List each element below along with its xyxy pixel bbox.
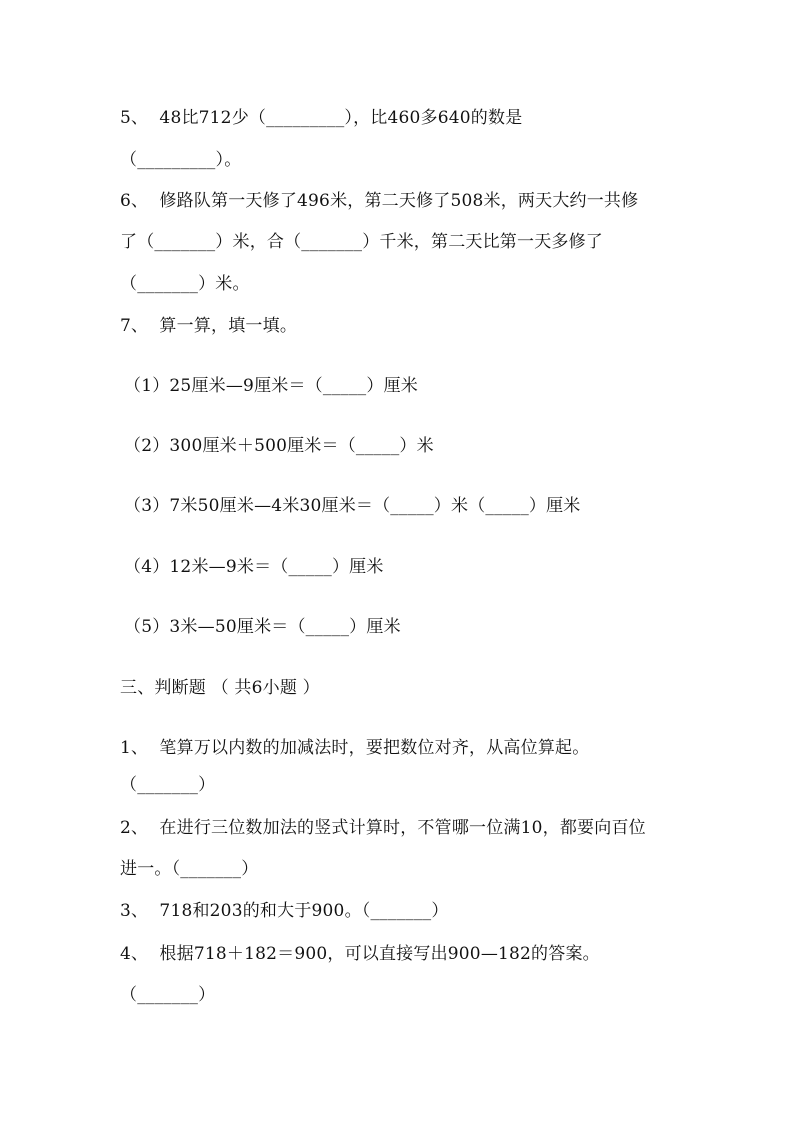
question-6-line-3: （_______）米。 [120, 274, 250, 294]
question-7-item-3: （3）7米50厘米—4米30厘米＝（_____）米（_____）厘米 [124, 496, 581, 516]
question-7-item-1: （1）25厘米—9厘米＝（_____）厘米 [124, 376, 418, 396]
section-3-heading: 三、判断题 （ 共6小题 ） [120, 678, 320, 698]
question-7-item-2: （2）300厘米＋500厘米＝（_____）米 [124, 436, 434, 456]
judge-1-line-1: 1、 笔算万以内数的加减法时，要把数位对齐，从高位算起。 [120, 738, 590, 758]
judge-4-line-1: 4、 根据718＋182＝900，可以直接写出900—182的答案。 [120, 944, 600, 964]
question-5-line-2: （_________）。 [120, 150, 242, 170]
question-7-item-4: （4）12米—9米＝（_____）厘米 [124, 557, 384, 577]
judge-3: 3、 718和203的和大于900。（_______） [120, 901, 449, 921]
question-5-line-1: 5、 48比712少（_________），比460多640的数是 [120, 108, 523, 128]
judge-2-line-2: 进一。（_______） [120, 859, 259, 879]
judge-1-line-2: （_______） [120, 775, 216, 795]
question-6-line-1: 6、 修路队第一天修了496米，第二天修了508米，两天大约一共修 [120, 191, 639, 211]
question-7-heading: 7、 算一算，填一填。 [120, 316, 298, 336]
question-7-item-5: （5）3米—50厘米＝（_____）厘米 [124, 617, 401, 637]
question-6-line-2: 了（_______）米，合（_______）千米，第二天比第一天多修了 [120, 232, 603, 252]
judge-2-line-1: 2、 在进行三位数加法的竖式计算时，不管哪一位满10，都要向百位 [120, 818, 646, 838]
judge-4-line-2: （_______） [120, 985, 216, 1005]
